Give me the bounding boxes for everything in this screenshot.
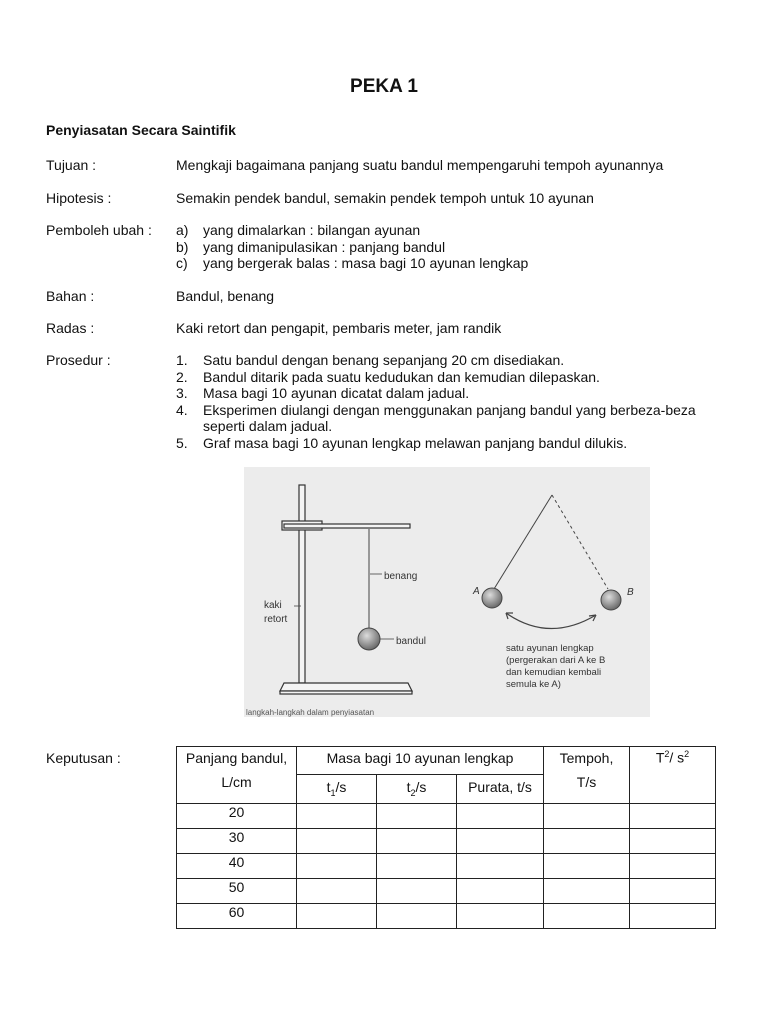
table-row [177, 829, 716, 854]
t1-cell[interactable] [297, 904, 377, 929]
length-cell: 60 [177, 904, 297, 929]
results-table [176, 746, 716, 929]
purata-cell[interactable] [457, 829, 544, 854]
section-subtitle: Penyiasatan Secara Saintifik [46, 122, 236, 138]
length-cell: 50 [177, 879, 297, 904]
label-benang: benang [384, 571, 418, 582]
list-item: 5. Graf masa bagi 10 ayunan lengkap melawan panjang bandul dilukis. [176, 434, 628, 451]
keputusan-label: Keputusan : [46, 750, 121, 766]
t-squared-cell[interactable] [630, 804, 716, 829]
t-squared-cell[interactable] [630, 829, 716, 854]
list-item: 2. Bandul ditarik pada suatu kedudukan dan kemudian dilepaskan. [176, 368, 600, 385]
bahan-label: Bahan : [46, 288, 95, 304]
bob-position-b [601, 590, 621, 610]
table-row [177, 804, 716, 829]
t2-cell[interactable] [377, 854, 457, 879]
pemboleh-ubah-label: Pemboleh ubah : [46, 222, 152, 238]
length-cell: 30 [177, 829, 297, 854]
label-bandul: bandul [396, 636, 427, 647]
hipotesis-label: Hipotesis : [46, 190, 112, 206]
t1-cell[interactable] [297, 854, 377, 879]
page-title: PEKA 1 [350, 76, 418, 97]
label-kaki: kaki [264, 600, 282, 611]
bob-position-a [482, 588, 502, 608]
t2-cell[interactable] [377, 804, 457, 829]
length-cell: 20 [177, 804, 297, 829]
label-retort: retort [264, 614, 288, 625]
radas-label: Radas : [46, 320, 95, 336]
bahan-value: Bandul, benang [176, 288, 275, 304]
pendulum-bob [358, 628, 380, 650]
swing-caption: satu ayunan lengkap (pergerakan dari A ke B dan kemudian kembali semula ke A) [506, 643, 606, 690]
purata-cell[interactable] [457, 854, 544, 879]
t-squared-cell[interactable] [630, 854, 716, 879]
t2-cell[interactable] [377, 879, 457, 904]
t2-cell[interactable] [377, 829, 457, 854]
purata-cell[interactable] [457, 879, 544, 904]
table-row [177, 904, 716, 929]
list-item: a) yang dimalarkan : bilangan ayunan [176, 222, 421, 238]
t-squared-cell[interactable] [630, 879, 716, 904]
list-item: c) yang bergerak balas : masa bagi 10 ayunan lengkap [176, 255, 529, 271]
t1-cell[interactable] [297, 879, 377, 904]
header-t-squared: $T^2/$ $s^2$ [630, 747, 716, 804]
label-point-a: A [473, 586, 480, 597]
list-item: b) yang dimanipulasikan : panjang bandul [176, 238, 446, 255]
pendulum-diagram [244, 467, 650, 717]
header-tempoh: Tempoh, T/s [544, 747, 630, 804]
purata-cell[interactable] [457, 904, 544, 929]
tempoh-cell[interactable] [544, 829, 630, 854]
header-purata: Purata, t/s [457, 775, 544, 804]
purata-cell[interactable] [457, 804, 544, 829]
table-row [177, 879, 716, 904]
table-row [177, 854, 716, 879]
header-masa: Masa bagi 10 ayunan lengkap [297, 747, 544, 775]
tempoh-cell[interactable] [544, 854, 630, 879]
figure-footer: langkah-langkah dalam penyiasatan [246, 708, 375, 717]
tempoh-cell[interactable] [544, 804, 630, 829]
header-t1: $t_1/s$ [297, 775, 377, 804]
prosedur-label: Prosedur : [46, 352, 111, 368]
label-point-b: B [627, 587, 634, 598]
header-t2: $t_2/s$ [377, 775, 457, 804]
tempoh-cell[interactable] [544, 879, 630, 904]
t1-cell[interactable] [297, 829, 377, 854]
hipotesis-value: Semakin pendek bandul, semakin pendek tempoh untuk 10 ayunan [176, 190, 594, 206]
t-squared-cell[interactable] [630, 904, 716, 929]
list-item: 1. Satu bandul dengan benang sepanjang 20 cm disediakan. [176, 352, 565, 368]
header-panjang: Panjang bandul, L/cm [177, 747, 297, 804]
radas-value: Kaki retort dan pengapit, pembaris meter, jam randik [176, 320, 502, 336]
tempoh-cell[interactable] [544, 904, 630, 929]
list-item: 4. Eksperimen diulangi dengan menggunakan panjang bandul yang berbeza-beza seperti dalam jadual. [176, 401, 696, 434]
list-item: 3. Masa bagi 10 ayunan dicatat dalam jadual. [176, 385, 470, 401]
t2-cell[interactable] [377, 904, 457, 929]
prosedur-list [176, 352, 716, 451]
tujuan-label: Tujuan : [46, 157, 97, 173]
tujuan-value: Mengkaji bagaimana panjang suatu bandul mempengaruhi tempoh ayunannya [176, 157, 664, 173]
length-cell: 40 [177, 854, 297, 879]
pemboleh-ubah-list [176, 222, 736, 272]
t1-cell[interactable] [297, 804, 377, 829]
